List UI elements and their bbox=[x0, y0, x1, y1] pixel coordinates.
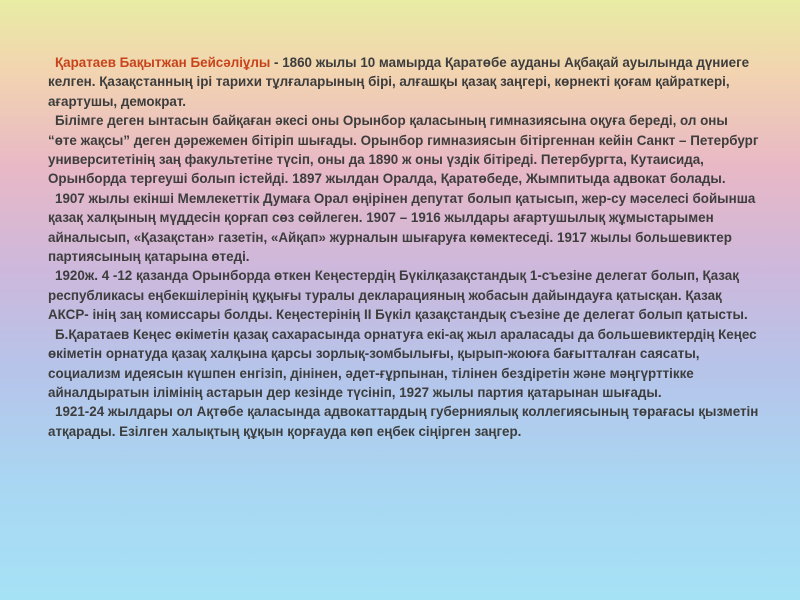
paragraph-aktobe bbox=[48, 402, 760, 441]
paragraph-text: - 1860 жылы 10 мамырда Қаратөбе ауданы Ақбақай ауылында дүниеге келген. Қазақстанның ірі тарихи тұлғаларының бірі, алғашқы қазақ заңгері, көрнекті қоғам қайраткері, ағартушы, демократ. bbox=[48, 55, 750, 109]
paragraph-congress bbox=[48, 266, 760, 324]
paragraph-text: 1921-24 жылдары ол Ақтөбе қаласында адвокаттардың губерниялық коллегиясының төрағасы қызметін атқарады. Езілген халықтың құқын қорғауда көп еңбек сіңірген заңгер. bbox=[48, 404, 759, 439]
paragraph-text: Б.Қаратаев Кеңес өкіметін қазақ сахарасында орнатуға екі-ақ жыл араласады да большевиктердің Кеңес өкіметін орнатуда қазақ халқына қарсы зорлық-зомбылығы, қырып-жоюға бағытталған саясаты, социализм идеясын күшпен енгізіп, дінінен, әдет-ғұрпынан, тілінен бездіретін және мәңгүрттікке айналдыратын ілімінің астарын дер кезінде түсініп, 1927 жылы партия қатарынан шығады. bbox=[48, 326, 757, 400]
paragraph-education bbox=[48, 111, 760, 189]
paragraph-text: 1920ж. 4 -12 қазанда Орынборда өткен Кеңестердің Бүкілқазақстандық 1-съезіне делегат болып, Қазақ республикасы еңбекшілерінің құқығы туралы декларацияның жобасын дайындауға қатысқан. Қазақ АКСР- інің заң комиссары болды. Кеңестерінің ІІ Бүкіл қазақстандық съезіне де делегат болып қатысты. bbox=[48, 268, 748, 323]
paragraph-duma bbox=[48, 189, 760, 267]
paragraph-text: Білімге деген ынтасын байқаған әкесі оны Орынбор қаласының гимназиясына оқуға береді, ол оны “өте жақсы” деген дәрежемен бітіріп шығады. Орынбор гимназиясын бітіргеннан кейін Санкт – Петербург университетінің заң факультетіне түсіп, оны да 1890 ж оны үздік бітіреді. Петербургта, Кутаисида, Орынборда тергеуші болып істейді. 1897 жылдан Оралда, Қаратөбеде, Жымпитыда адвокат болады. bbox=[48, 113, 759, 187]
paragraph-intro bbox=[48, 53, 760, 111]
biography-text bbox=[48, 53, 760, 441]
paragraph-soviet bbox=[48, 325, 760, 403]
person-name: Қаратаев Бақытжан Бейсәліұлы bbox=[55, 55, 271, 70]
paragraph-text: 1907 жылы екінші Мемлекеттік Думаға Орал өңірінен депутат болып қатысып, жер-су мәселесі бойынша қазақ халқының мүддесін қорғап сөз сөйлеген. 1907 – 1916 жылдары ағартушылық жұмыстарымен айналысып, «Қазақстан» газетін, «Айқап» журналын шығаруға көмектеседі. 1917 жылы большевиктер партиясының қатарына өтеді. bbox=[48, 190, 756, 265]
